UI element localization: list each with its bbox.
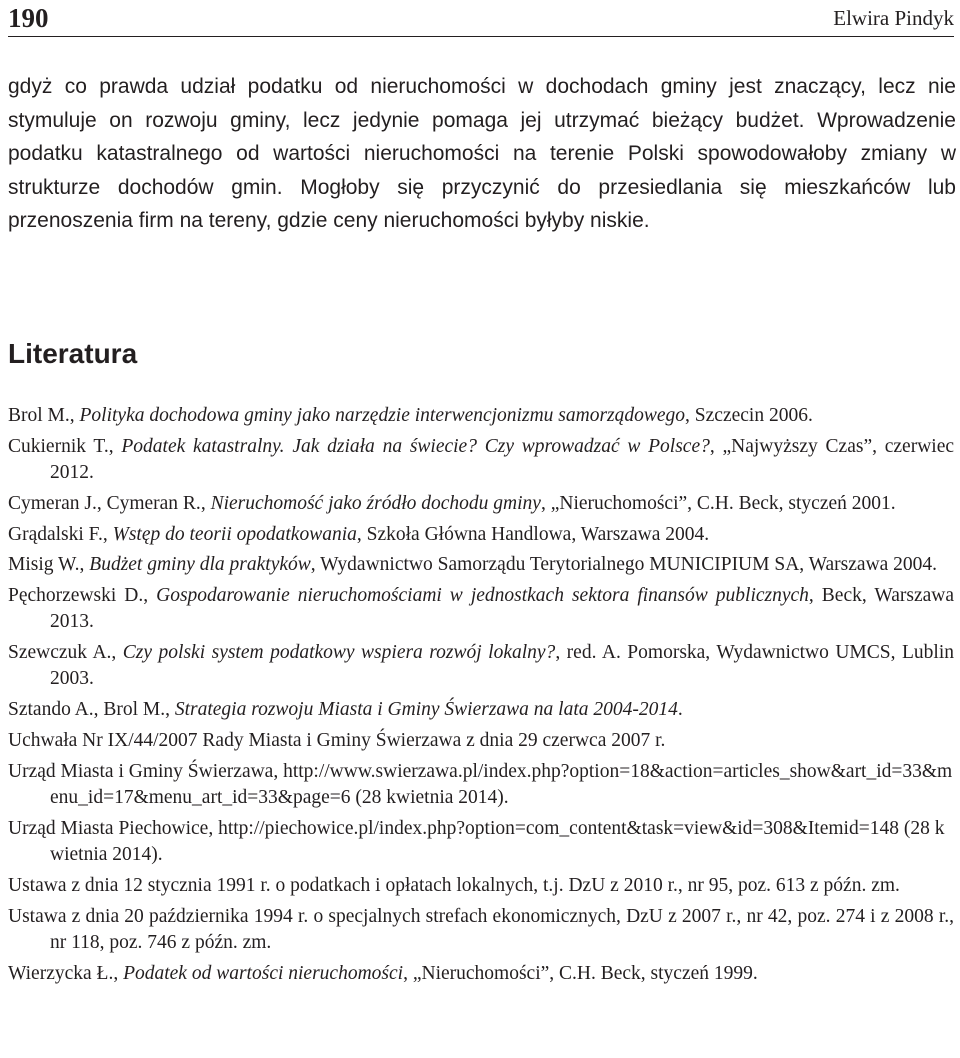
section-heading: Literatura bbox=[8, 338, 138, 369]
reference-item: Szewczuk A., Czy polski system podatkowy wspiera rozwój lokalny?, red. A. Pomorska, Wydawnictwo UMCS, Lublin 2003. bbox=[8, 642, 954, 690]
reference-item: Wierzycka Ł., Podatek od wartości nieruchomości, „Nieruchomości”, C.H. Beck, styczeń 1999. bbox=[8, 962, 758, 984]
page-number: 190 bbox=[8, 3, 49, 33]
reference-item: Cukiernik T., Podatek katastralny. Jak działa na świecie? Czy wprowadzać w Polsce?, „Najwyższy Czas”, czerwiec 2012. bbox=[8, 435, 954, 483]
running-head-author: Elwira Pindyk bbox=[833, 6, 954, 30]
reference-item: Uchwała Nr IX/44/2007 Rady Miasta i Gminy Świerzawa z dnia 29 czerwca 2007 r. bbox=[8, 729, 666, 751]
reference-item: Ustawa z dnia 20 października 1994 r. o specjalnych strefach ekonomicznych, DzU z 2007 r., nr 42, poz. 274 i z 2008 r., nr 118, poz. 746 z późn. zm. bbox=[8, 905, 954, 953]
running-header bbox=[8, 0, 954, 37]
reference-item: Cymeran J., Cymeran R., Nieruchomość jako źródło dochodu gminy, „Nieruchomości”, C.H. Beck, styczeń 2001. bbox=[8, 492, 896, 514]
reference-item: Brol M., Polityka dochodowa gminy jako narzędzie interwencjonizmu samorządowego, Szczecin 2006. bbox=[8, 405, 813, 426]
reference-item: Sztando A., Brol M., Strategia rozwoju Miasta i Gminy Świerzawa na lata 2004-2014. bbox=[8, 699, 683, 721]
reference-item: Urząd Miasta Piechowice, http://piechowice.pl/index.php?option=com_content&task=view&id=308&Itemid=148 (28 kwietnia 2014). bbox=[8, 817, 945, 865]
reference-item: Grądalski F., Wstęp do teorii opodatkowania, Szkoła Główna Handlowa, Warszawa 2004. bbox=[8, 523, 710, 545]
reference-item: Urząd Miasta i Gminy Świerzawa, http://www.swierzawa.pl/index.php?option=18&action=articles_show&art_id=33&menu_id=17&menu_art_id=33&page=6 (28 kwietnia 2014). bbox=[8, 760, 953, 808]
reference-item: Pęchorzewski D., Gospodarowanie nieruchomościami w jednostkach sektora finansów publicznych, Beck, Warszawa 2013. bbox=[8, 585, 955, 633]
reference-item: Misig W., Budżet gminy dla praktyków, Wydawnictwo Samorządu Terytorialnego MUNICIPIUM SA, Warszawa 2004. bbox=[8, 554, 938, 576]
body-paragraph: gdyż co prawda udział podatku od nieruchomości w dochodach gminy jest znaczący, lecz nie stymuluje on rozwoju gminy, lecz jedynie pomaga jej utrzymać bieżący budżet. Wprowadzenie podatku katastralnego od wartości nieruchomości na terenie Polski spowodowałoby zmiany w strukturze dochodów gmin. Mogłoby się przyczynić do przesiedlania się mieszkańców lub przenoszenia firm na tereny, gdzie ceny nieruchomości byłyby niskie. bbox=[8, 75, 956, 233]
reference-item: Ustawa z dnia 12 stycznia 1991 r. o podatkach i opłatach lokalnych, t.j. DzU z 2010 r., nr 95, poz. 613 z późn. zm. bbox=[8, 874, 900, 896]
reference-list bbox=[8, 403, 954, 991]
